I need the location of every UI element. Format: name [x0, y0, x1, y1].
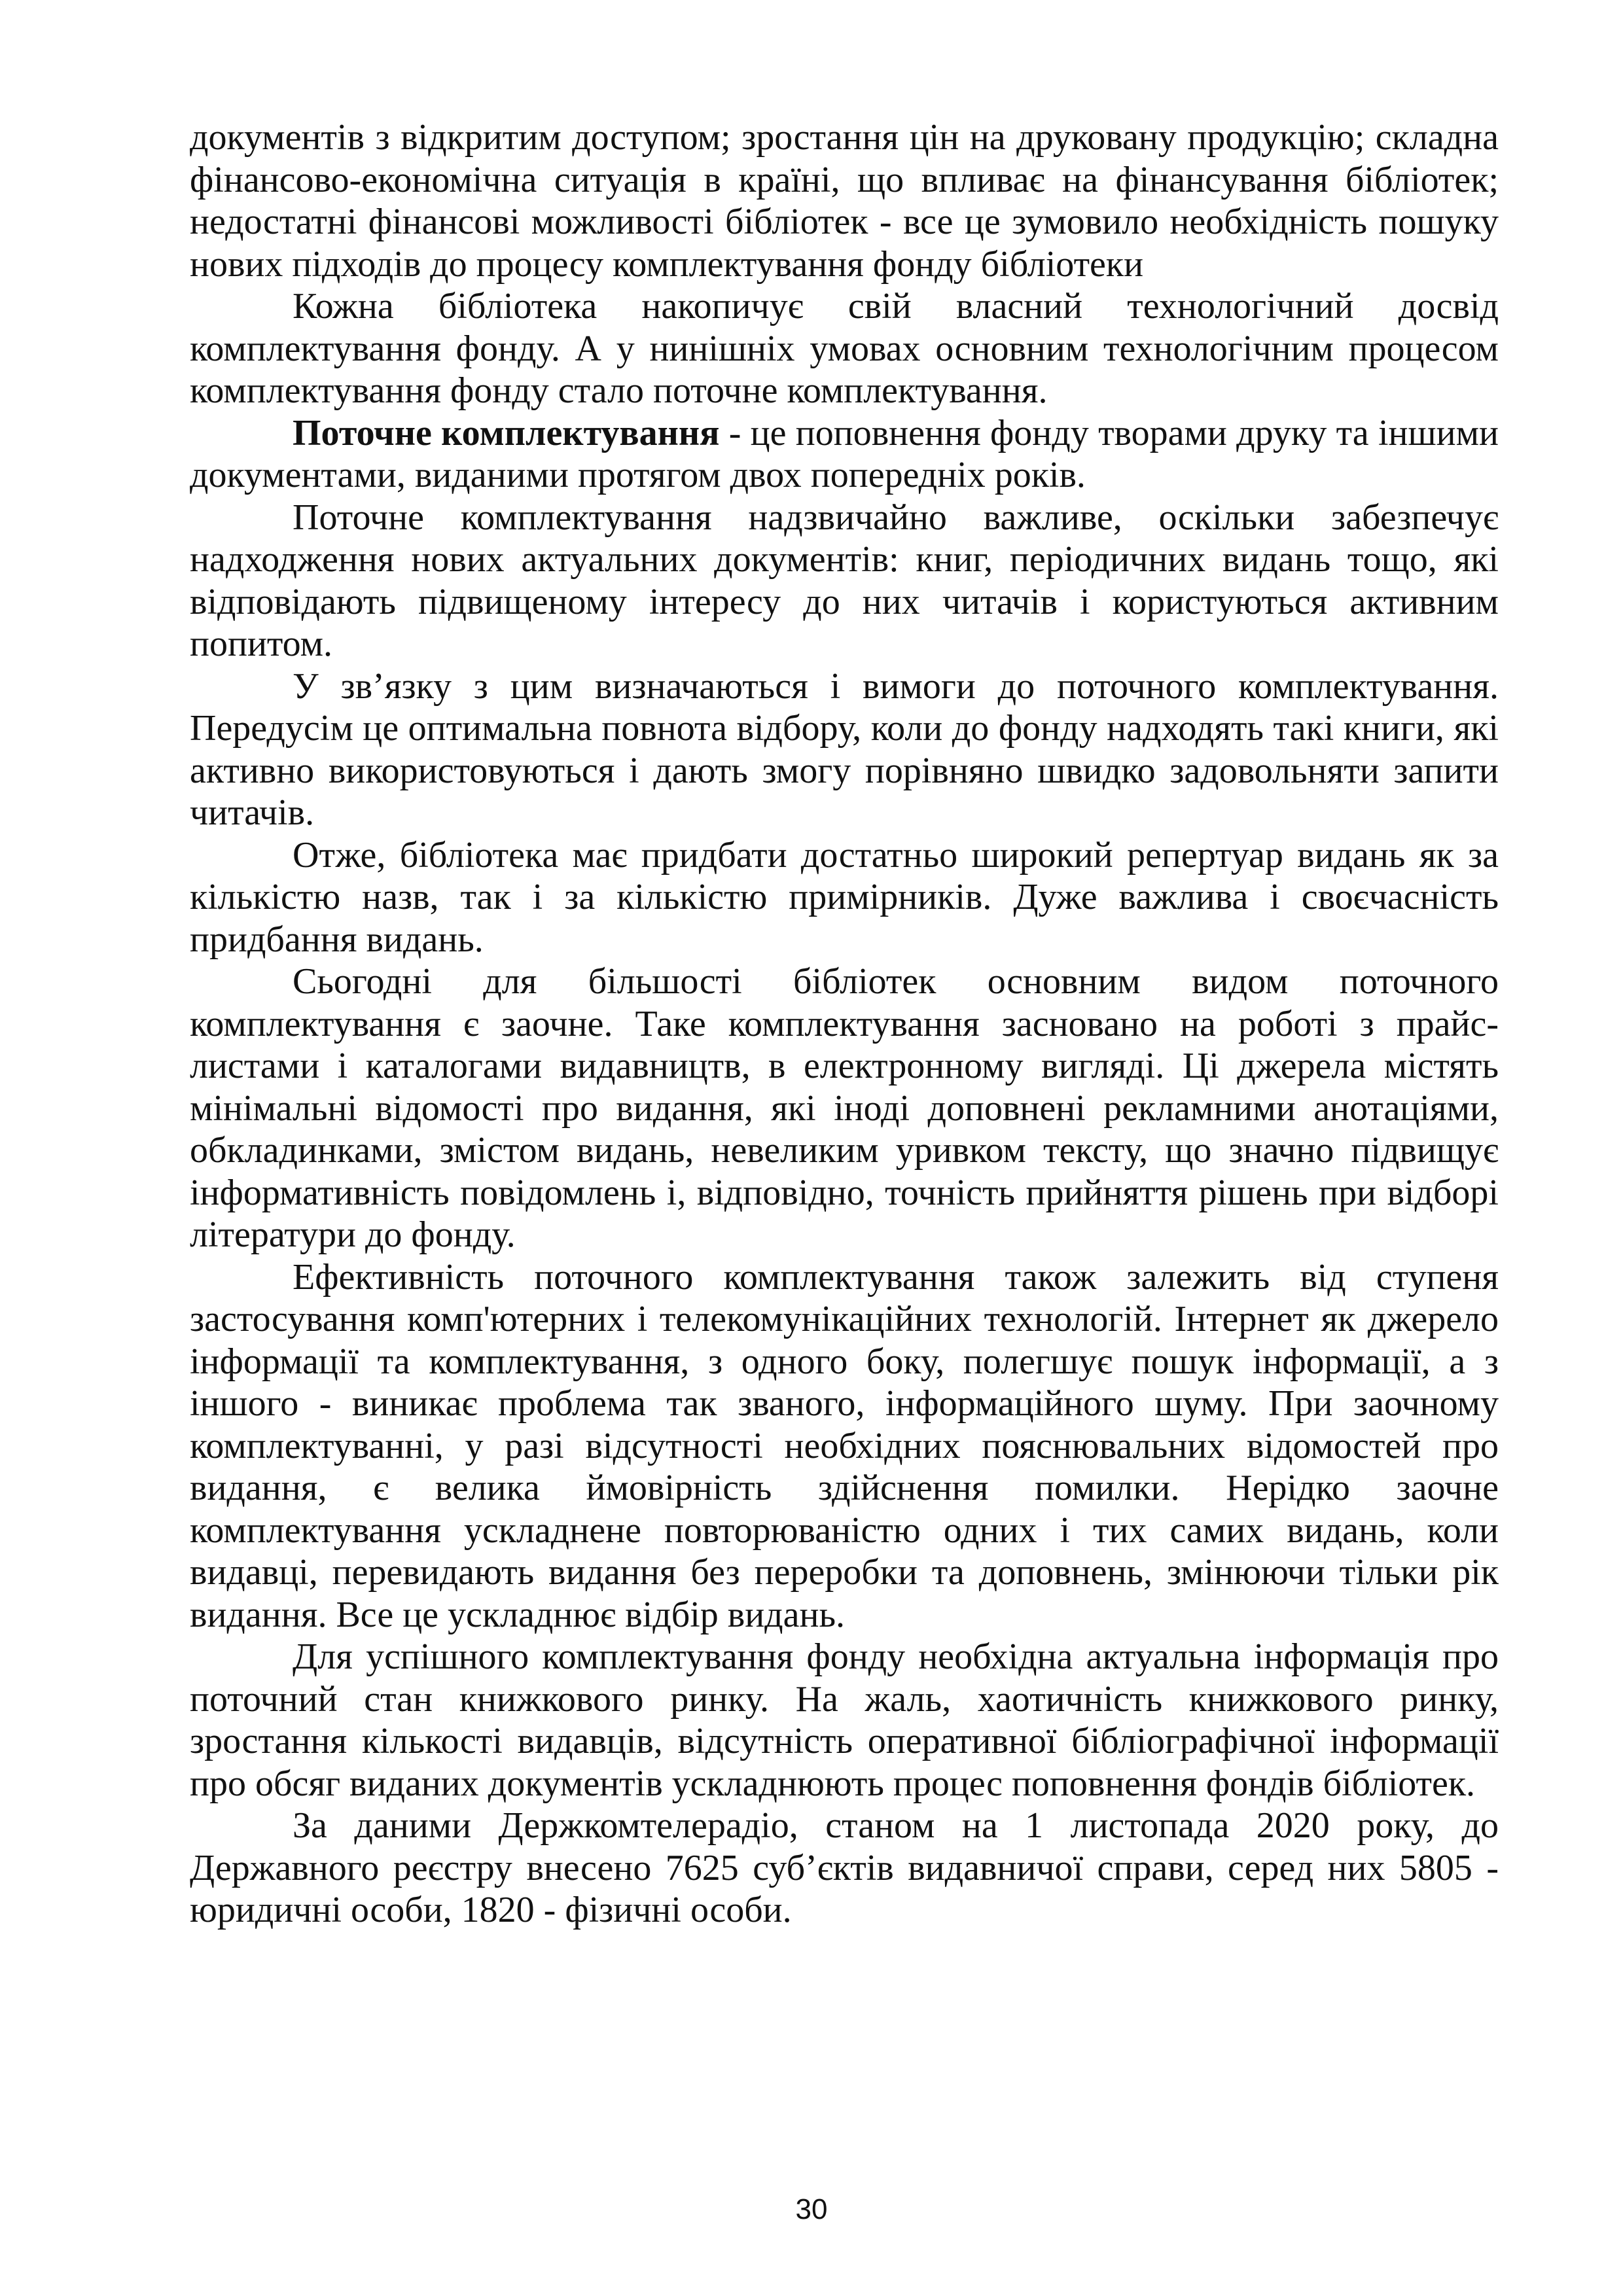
paragraph-7: Сьогодні для більшості бібліотек основним видом поточного комплектування є заочне. Таке комплектування засновано на роботі з прайс-листами і каталогами видавництв, в електронному вигляді. Ці джерела містять мінімальні відомості про видання, які іноді доповнені рекламними анотаціями, обкладинками, змістом видань, невеликим уривком тексту, що значно підвищує інформативність повідомлень і, відповідно, точність прийняття рішень при відборі літератури до фонду.: [190, 961, 1499, 1255]
paragraph-8: Ефективність поточного комплектування також залежить від ступеня застосування комп'ютерних і телекомунікаційних технологій. Інтернет як джерело інформації та комплектування, з одного боку, полегшує пошук інформації, а з іншого - виникає проблема так званого, інформаційного шуму. При заочному комплектуванні, у разі відсутності необхідних пояснювальних відомостей про видання, є велика ймовірність здійснення помилки. Нерідко заочне комплектування ускладнене повторюваністю одних і тих самих видань, коли видавці, перевидають видання без переробки та доповнень, змінюючи тільки рік видання. Все це ускладнює відбір видань.: [190, 1256, 1499, 1635]
paragraph-1: документів з відкритим доступом; зростання цін на друковану продукцію; складна фінансово-економічна ситуація в країні, що впливає на фінансування бібліотек; недостатні фінансові можливості бібліотек - все це зумовило необхідність пошуку нових підходів до процесу комплектування фонду бібліотеки: [190, 117, 1499, 285]
definition-term: Поточне комплектування: [293, 412, 720, 453]
paragraph-6: Отже, бібліотека має придбати достатньо широкий репертуар видань як за кількістю назв, так і за кількістю примірників. Дуже важлива і своєчасність придбання видань.: [190, 834, 1499, 960]
paragraph-9: Для успішного комплектування фонду необхідна актуальна інформація про поточний стан книжкового ринку. На жаль, хаотичність книжкового ринку, зростання кількості видавців, відсутність оперативної бібліографічної інформації про обсяг виданих документів ускладнюють процес поповнення фондів бібліотек.: [190, 1636, 1499, 1804]
paragraph-5: У зв’язку з цим визначаються і вимоги до поточного комплектування. Передусім це оптимальна повнота відбору, коли до фонду надходять такі книги, які активно використовуються і дають змогу порівняно швидко задовольняти запити читачів.: [190, 665, 1499, 833]
paragraph-2: Кожна бібліотека накопичує свій власний технологічний досвід комплектування фонду. А у нинішніх умовах основним технологічним процесом комплектування фонду стало поточне комплектування.: [190, 286, 1499, 411]
definition-text: - це поповнення фонду творами друку та іншими документами, виданими протягом двох попередніх років.: [190, 412, 1499, 495]
paragraph-4: Поточне комплектування надзвичайно важливе, оскільки забезпечує надходження нових актуальних документів: книг, періодичних видань тощо, які відповідають підвищеному інтересу до них читачів і користуються активним попитом.: [190, 497, 1499, 664]
paragraph-10: За даними Держкомтелерадіо, станом на 1 листопада 2020 року, до Державного реєстру внесено 7625 суб’єктів видавничої справи, серед них 5805 - юридичні особи, 1820 - фізичні особи.: [190, 1805, 1499, 1930]
page-number: 30: [795, 2193, 828, 2225]
paragraph-3-definition: [190, 412, 1499, 497]
document-body: [190, 116, 1499, 1932]
